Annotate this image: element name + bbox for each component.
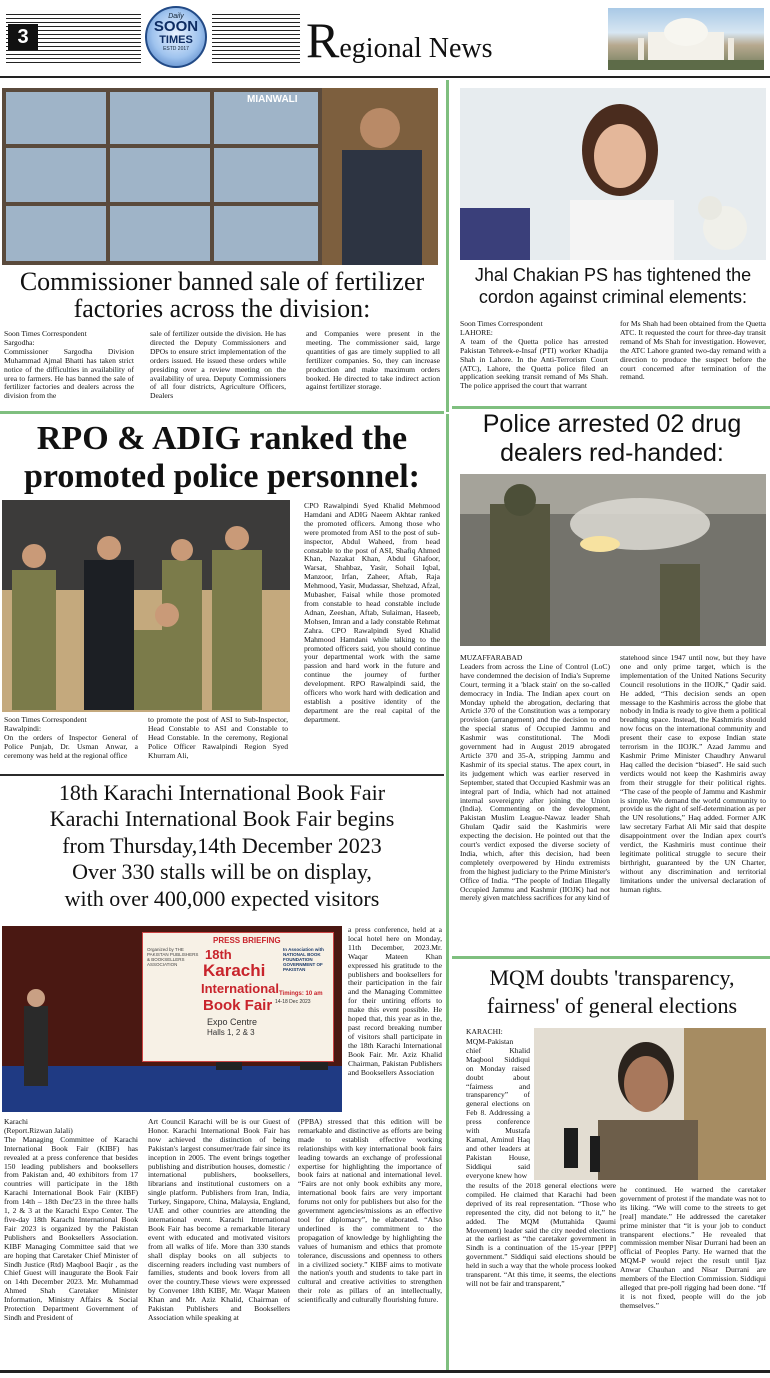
story6-col2: he continued. He warned the caretaker government of protest if the mandate was not to its liking. “We will come to the streets to get [real] mandate.” He addressed the caretaker prime minister that “it is your job to conduct transparent elections.” He revealed that commission member Nisar Durrani had been an official of Peoples Party. He warned that the MQM-P would reject the result until Ijaz Anwar Chauhan and Nisar Durrani are members of the Election Commission. Siddiqui alleged that pre-poll rigging had been done. “If it is not fixed, people will do the job themselves.” — [620, 1185, 766, 1310]
video-conference-collage — [2, 88, 438, 265]
story2-col1 — [460, 320, 608, 391]
vertical-rule-bottom — [446, 414, 449, 1370]
story1-text-col1: Commissioner Sargodha Division Muhammad Ajmal Bhatti has taken strict notice of the difficulties in availability of urea to farmers. He has banned the sale of fertilizer factories and dealers across the division from the — [4, 346, 134, 401]
page-number-box — [8, 24, 38, 50]
story2-text-col1: A team of the Quetta police has arrested Pakistan Tehreek-e-Insaf (PTI) worker Khadija Shah in Lahore. In the Anti-Terrorism Court (ATC), Lahore, the Quetta police filed an application seeking transit remand of Ms Shah. The police apprised the court that warrant — [460, 336, 608, 391]
logo-daily: Daily — [168, 13, 184, 20]
story1-dateline: Sargodha: — [4, 337, 35, 347]
story4-dateline: MUZAFFARABAD — [460, 653, 523, 662]
rule-under-story4 — [452, 956, 770, 959]
banner-karachi: Karachi — [203, 961, 266, 980]
footer-rule — [0, 1370, 770, 1373]
banner-book-fair: Book Fair — [203, 997, 273, 1014]
story2-dateline: LAHORE: — [460, 327, 493, 337]
logo-times: TIMES — [159, 34, 193, 46]
story1-col2: sale of fertilizer outside the division. He has directed the Deputy Commissioners and DPOs to ensure strict implementation of the orders issued. He issued these orders while presiding over a review meeting on the availability of urea. Deputy Commissioners of all four districts, Agriculture Officers, Dealers — [150, 329, 286, 401]
story5-headline — [2, 780, 442, 912]
masthead — [0, 0, 770, 78]
story3-photo-ceremony — [2, 500, 290, 712]
story5-text-col1: The Managing Committee of Karachi International Book Fair (KIBF) has revealed at a press conference that besides 150 leading publishers and booksellers from Pakistan and, 40 exhibitors from 17 countries will participate in the 18th Karachi International Book Fair (KIBF) from 14th – 18th Dec'23 in the three halls 1, 2 & 3 at the Karachi Expo Center. The five-day 18th Karachi International Book Fair 2023 is organized by the Pakistan Publishers and Booksellers Association. KIBF Managing Committee said that we are hoping that Caretaker Chief Minister of Sindh Justice (Rtd) Maqbool Baqir , as the Chief Guest will inaugurate the Book Fair on 14th December 2023. Mr. Muhammad Ahmed Shah Caretaker Minister Information, Ministry Affairs & Social Protection Department Government of Sindh and President of — [4, 1134, 138, 1322]
photo-label-mianwali: MIANWALI — [247, 94, 298, 105]
story5-headline-line1: 18th Karachi International Book Fair — [58, 780, 386, 805]
story1-byline: Soon Times Correspondent — [4, 329, 87, 338]
woman-portrait — [460, 88, 766, 260]
banner-dates: 14-18 Dec 2023 — [275, 999, 311, 1005]
story1-photo-meeting — [2, 88, 438, 265]
story2-col2: for Ms Shah had been obtained from the Quetta ATC. It requested the court for three-day transit remand of Ms Shah for investigation. However, the ATC Lahore granted two-day remand with a direction to produce the suspect before the court concerned after termination of the remand. — [620, 319, 766, 382]
banner-venue: Expo Centre — [207, 1017, 258, 1027]
banner-organizer: Organized by THE PAKISTAN PUBLISHERS & BOOKSELLERS ASSOCIATION — [147, 947, 199, 967]
story6-text-wide: the results of the 2018 general elections were compiled. He claimed that Karachi had been deprived of its real representation. “Those who represented the city, did not belong to it,” he added. The MQM (Muttahida Qaumi Movement) leader said the city needed elections at the earliest as “the caretaker government in Sindh is a continuation of the 15-year [PPP] government.” Siddiqui said elections should be held in such a way that the whole process looked transparent. “At this time, it seems, the elections will not be fair and transparent,” — [466, 1181, 616, 1288]
story5-col3: (PPBA) stressed that this edition will be remarkable and distinctive as efforts are being made to establish effective working relationships with key international book fairs leading towards an exchange of professional expertise for highlighting the importance of book fairs at national and international level. “Fairs are not only book exhibits any more, international book fairs are very important forums not only for publishers but also for the government agencies/missions as an effective tool for diplomacy”, he elaborated. “Also underlined is the commitment to the propagation of knowledge by highlighting the values of humanism and ethics that promote tolerance, discussions and openness to others in a civilized society.” KIBF aims to motivate the nation's youth and students to take part in cultural and creative activities to strengthen their role as pillars of an intellectually, scientifically and culturally flourishing future. — [298, 1117, 442, 1305]
story3-col2: to promote the post of ASI to Sub-Inspector, Head Constable to ASI and Constable to Head Constable. In the ceremony, Regional Police Officer Rawalpindi Region Syed Khurram Ali, — [148, 715, 288, 760]
rule-under-story2 — [452, 406, 770, 409]
banner-international: International — [201, 981, 280, 996]
logo-soon: SOON — [153, 18, 199, 35]
vertical-rule-top — [446, 80, 449, 412]
story4-col1 — [460, 654, 610, 903]
page-number: 3 — [17, 26, 29, 48]
rule-under-story3 — [0, 774, 444, 776]
story2-byline: Soon Times Correspondent — [460, 319, 543, 328]
story1-col1 — [4, 330, 134, 401]
story6-headline: MQM doubts 'transparency, fairness' of general elections — [486, 965, 738, 1018]
story6-intro — [466, 1028, 530, 1037]
section-title-initial: R — [306, 12, 340, 68]
masthead-stripes-right — [212, 14, 300, 64]
story6-col1 — [466, 1038, 616, 1289]
story5-intro-right: a press conference, held at a local hotel here on Monday, 11th December, 2023.Mr. Waqar Mateen Khan expressed his gratitude to the publishers and booksellers for their participation in the fair and the Managing Committee for their untiring efforts to make this event possible. He hoped that, this year as in the, past record breaking number of visitors shall participate in the 18th Karachi International Book Fair. Mr. Aziz Khalid Chairman, Pakistan Publishers and Booksellers Association — [348, 925, 442, 1077]
story2-headline: Jhal Chakian PS has tightened the cordon against criminal elements: — [474, 265, 752, 307]
story5-report: (Report.Rizwan Jalali) — [4, 1125, 73, 1135]
rule-under-story1 — [0, 411, 444, 414]
story3-byline: Soon Times Correspondent — [4, 715, 87, 724]
story4-col2: statehood since 1947 until now, but they have one and only prime target, which is the implementation of the United Nations Security Council resolutions in the IIOJK,” Qadir said. He added, “This decision sends an open message to the Kashmiris across the globe that nobody in India is ready to give them a political breathing space. Instead, the Kashmiris should now focus on the international community and present their case to expose Indian state terrorism in the IIOJK.” Azad Jammu and Kashmir Prime Minister Chaudhry Anwarul Haq called the decision “biased”. He said such verdicts would not keep the Kashmiris away from their struggle for their political rights. “The case of the people of Jammu and Kashmir is simple. We demand the world community to provide us the right of self-determination as per the UN resolutions,” Haq added. Former AJK law secretary Farhat Ali Mir said that despite disappointment over the Indian apex court's verdict, the Kashmiris must continue their legitimate political struggle to secure their birthright, guaranteed by the UN Charter, without any discrimination and territorial limitations under the universal declaration of human rights. — [620, 653, 766, 894]
story3-text-col1: On the orders of Inspector General of Police Punjab, Dr. Usman Anwar, a ceremony was held at the regional office — [4, 732, 138, 760]
story3-col3: CPO Rawalpindi Syed Khalid Mehmood Hamdani and ADIG Naeem Akhtar ranked the promoted officers. Among those who were promoted from ASI to the post of sub-inspector, Abdul Waheed, from head constable to the post of ASI, Shafiq Ahmed Khan, Nazakat Khan, Abdul Ghafoor, Warsat, Shahbaz, Yasir, Sohail Iqbal, Manzoor, Irfan, Zaheer, Aftab, Raja Mehmood, Yasir, Mudassar, Shehzad, Afzal, Mubasher, Faisal while those promoted from constable to head constable include Adnan, Zeeshan, Aftab, Sulaiman, Haseeb, Mohsen, Imran and a lady constable Rehmat Zahra. CPO Rawalpindi Syed Khalid Mahmood Hamdani while talking to the promoted officers said, you should continue your departmental work with the same passion and hard work in the future and continue the journey of further development. RPO Rawalpindi said, the officers who work hard with dedication and establish a positive identity of the department are the real capital of the department. — [304, 501, 440, 724]
story1-col3: and Companies were present in the meeting. The commissioner said, large quantities of gas are timely supplied to all fertilizer companies. So, they can increase production and make maximum orders booked. He directed to take indirect action against fertilizer storage. — [306, 329, 440, 392]
story5-headline-line4: Over 330 stalls will be on display, — [72, 859, 372, 885]
section-title — [306, 10, 606, 70]
book-fair-banner — [142, 932, 334, 1062]
masthead-photo-tomb — [608, 8, 764, 70]
story5-headline-line3: from Thursday,14th December 2023 — [62, 832, 382, 858]
story5-col2: Art Council Karachi will be is our Guest of Honor. Karachi International Book Fair has now achieved the distinction of being Pakistan's largest consumer/trade fair since its inception in 2005. The event brings together publishing and distribution houses, domestic / international publishers, booksellers, librarians and institutional customers on a single platform. Publishers from Iran, India, Turkey, Singapore, China, Malaysia, England, UAE and other countries are attending the international event. Karachi International Book Fair has become a remarkable literary event with educated and motivated visitors from all walks of life. More than 330 stands shall display books on all subjects to discerning readers including vast numbers of families, students and book lovers from all over the country.These views were expressed by Convener 18th KIBF, Mr. Waqar Mateen Khan and Mr. Aziz Khalid, Chairman of Pakistan Publishers and Booksellers Association while speaking at — [148, 1117, 290, 1322]
story5-headline-line2: Karachi International Book Fair begins — [49, 806, 395, 832]
banner-tag: PRESS BRIEFING — [213, 936, 281, 945]
police-tear-gas — [460, 474, 766, 646]
section-title-rest: egional News — [339, 33, 493, 64]
story4-text-col1: Leaders from across the Line of Control (LoC) have condemned the decision of India's Supreme Court, terming it a 'black stain' on the so-called democracy in India. The Indian apex court on Monday upheld the abrogation, declaring that Article 370 of the Constitution was a temporary provision (arrangement) and the decision to end the special status of Occupied Jammu and Kashmir was constitutional. The Modi government had in August 2019 abrogated Article 370 and 35-A, stripping Jammu and Kashmir of its special status. The apex court, in its judgement which was earlier reserved in September, stated that Occupied Kashmir was an integral part of India, which had not attained internal sovereignty after joining the Union (India). Commenting on the development, Pakistan Muslim League-Nawaz leader Shah Ghulam Qadir said the Kashmiris were expecting the decision. He pointed out that the court's verdict exposed the diverse society of India, which, after this decision, had been completely overpowered by Hindu extremists from the highest judiciary to the Prime Minister's Office of India. “The people of Indian Illegally Occupied Jammu and Kashmir (IIOJK) had not merely given matchless sacrifices for any kind of — [460, 661, 610, 903]
story4-photo-clash — [460, 474, 766, 646]
story1-headline: Commissioner banned sale of fertilizer factories across the division: — [19, 267, 425, 323]
story5-col1 — [4, 1118, 138, 1323]
story3-headline: RPO & ADIG ranked the promoted police personnel: — [23, 420, 420, 495]
soon-times-logo — [145, 6, 207, 68]
story3-col1 — [4, 716, 138, 761]
masthead-rule — [0, 76, 770, 78]
story6-text-narrow: MQM-Pakistan chief Khalid Maqbool Siddiqui on Monday raised doubt about “fairness and transparency” of general elections on Feb 8. Addressing a press conference with Mustafa Kamal, Aminul Haq and other leaders at Pakistan House, Siddiqui said everyone knew how — [466, 1038, 530, 1180]
tomb-illustration — [608, 8, 764, 70]
story5-photo-press-briefing — [2, 926, 342, 1112]
story5-headline-line5: with over 400,000 expected visitors — [64, 885, 380, 911]
police-ceremony — [2, 500, 290, 712]
story3-dateline: Rawalpindi: — [4, 723, 42, 733]
banner-edition: 18th — [205, 947, 232, 962]
story5-byline: Karachi — [4, 1117, 29, 1126]
story4-headline: Police arrested 02 drug dealers red-handed: — [482, 410, 742, 467]
logo-estd: ESTD 2017 — [163, 46, 189, 52]
banner-partner: In Association with NATIONAL BOOK FOUNDATION GOVERNMENT OF PAKISTAN — [283, 947, 324, 972]
banner-halls: Halls 1, 2 & 3 — [207, 1028, 255, 1037]
banner-timings: Timings: 10 am — [279, 991, 323, 997]
story6-dateline: KARACHI: — [466, 1027, 503, 1036]
story2-photo-portrait — [460, 88, 766, 260]
